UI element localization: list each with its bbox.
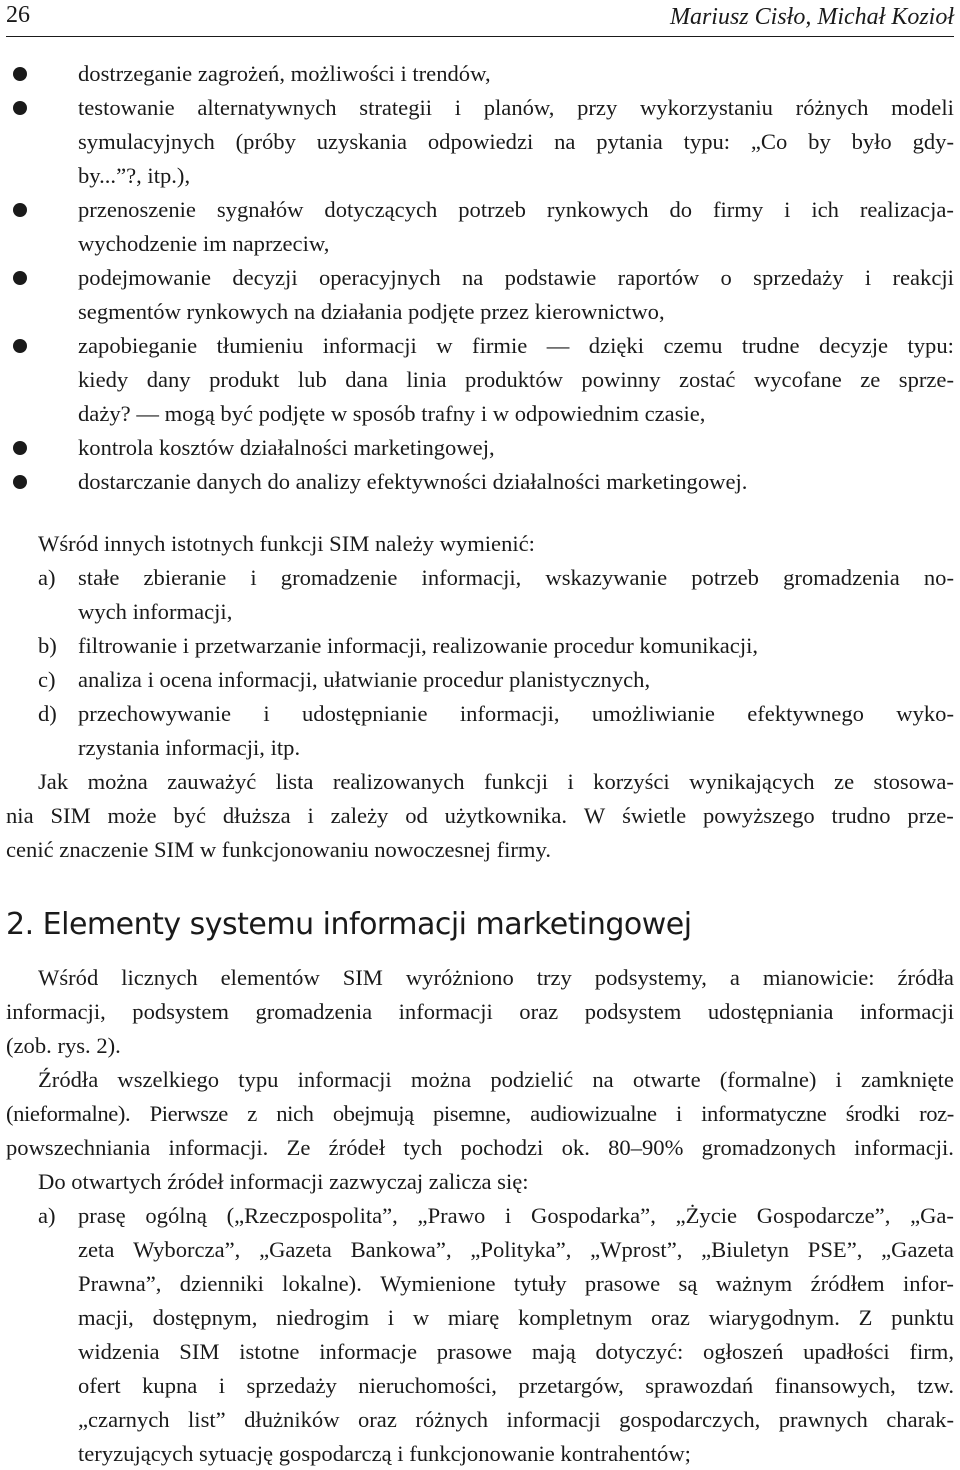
section-heading: 2. Elementy systemu informacji marketingowej [6, 907, 692, 942]
bullet-icon [13, 271, 27, 285]
running-head: Mariusz Cisło, Michał Kozioł [669, 4, 954, 30]
list-line: ofert kupna i sprzedaży nieruchomości, przetargów, sprawozdań finansowych, tzw. [78, 1373, 954, 1398]
paragraph-line: Wśród licznych elementów SIM wyróżniono trzy podsystemy, a mianowicie: źródła [38, 965, 954, 990]
bullet-line: zapobieganie tłumieniu informacji w firmie — dzięki czemu trudne decyzje typu: [78, 333, 954, 358]
bullet-icon [13, 475, 27, 489]
paragraph-line: Źródła wszelkiego typu informacji można podzielić na otwarte (formalne) i zamknięte [38, 1067, 954, 1092]
paragraph-line: (nieformalne). Pierwsze z nich obejmują pisemne, audiowizualne i informatyczne środki roz- [6, 1101, 954, 1126]
bullet-line: symulacyjnych (próby uzyskania odpowiedzi na pytania typu: „Co by było gdy- [78, 129, 954, 154]
bullet-icon [13, 441, 27, 455]
bullet-line: by...”?, itp.), [78, 163, 191, 188]
list-label: a) [38, 1203, 56, 1228]
bullet-line: kiedy dany produkt lub dana linia produktów powinny zostać wycofane ze sprze- [78, 367, 954, 392]
list-label: a) [38, 565, 56, 590]
bullet-line: daży? — mogą być podjęte w sposób trafny i w odpowiednim czasie, [78, 401, 706, 426]
list-line: „czarnych list” dłużników oraz różnych informacji gospodarczych, prawnych charak- [78, 1407, 954, 1432]
paragraph-line: informacji, podsystem gromadzenia informacji oraz podsystem udostępniania informacji [6, 999, 954, 1024]
page-header [6, 2, 954, 37]
list-line: Prawna”, dzienniki lokalne). Wymienione tytuły prasowe są ważnym źródłem infor- [78, 1271, 954, 1296]
bullet-line: segmentów rynkowych na działania podjęte przez kierownictwo, [78, 299, 665, 324]
paragraph-line: (zob. rys. 2). [6, 1033, 121, 1058]
bullet-icon [13, 67, 27, 81]
list-line: zeta Wyborcza”, „Gazeta Bankowa”, „Polityka”, „Wprost”, „Biuletyn PSE”, „Gazeta [78, 1237, 954, 1262]
bullet-line: wychodzenie im naprzeciw, [78, 231, 330, 256]
bullet-line: dostarczanie danych do analizy efektywności działalności marketingowej. [78, 469, 748, 494]
bullet-icon [13, 101, 27, 115]
bullet-line: kontrola kosztów działalności marketingowej, [78, 435, 495, 460]
paragraph-line: nia SIM może być dłuższa i zależy od użytkownika. W świetle powyższego trudno prze- [6, 803, 954, 828]
bullet-icon [13, 203, 27, 217]
bullet-icon [13, 339, 27, 353]
list-line: rzystania informacji, itp. [78, 735, 301, 760]
list-label: d) [38, 701, 57, 726]
list-line: przechowywanie i udostępnianie informacji, umożliwianie efektywnego wyko- [78, 701, 954, 726]
functions-intro: Wśród innych istotnych funkcji SIM należy wymienić: [38, 531, 535, 556]
bullet-line: podejmowanie decyzji operacyjnych na podstawie raportów o sprzedaży i reakcji [78, 265, 954, 290]
list-label: b) [38, 633, 57, 658]
bullet-line: dostrzeganie zagrożeń, możliwości i trendów, [78, 61, 491, 86]
bullet-line: przenoszenie sygnałów dotyczących potrzeb rynkowych do firmy i ich realizacja- [78, 197, 954, 222]
list-line: analiza i ocena informacji, ułatwianie procedur planistycznych, [78, 667, 651, 692]
bullet-line: testowanie alternatywnych strategii i planów, przy wykorzystaniu różnych modeli [78, 95, 954, 120]
paragraph-line: Do otwartych źródeł informacji zazwyczaj zalicza się: [38, 1169, 529, 1194]
list-line: widzenia SIM istotne informacje prasowe mają dotyczyć: ogłoszeń upadłości firm, [78, 1339, 954, 1364]
page-number: 26 [6, 2, 30, 28]
list-line: teryzujących sytuację gospodarczą i funkcjonowanie kontrahentów; [78, 1441, 691, 1466]
list-line: filtrowanie i przetwarzanie informacji, realizowanie procedur komunikacji, [78, 633, 759, 658]
list-line: stałe zbieranie i gromadzenie informacji, wskazywanie potrzeb gromadzenia no- [78, 565, 954, 590]
list-line: prasę ogólną („Rzeczpospolita”, „Prawo i Gospodarka”, „Życie Gospodarcze”, „Ga- [78, 1203, 954, 1228]
paragraph-line: Jak można zauważyć lista realizowanych funkcji i korzyści wynikających ze stosowa- [38, 769, 954, 794]
list-line: wych informacji, [78, 599, 233, 624]
list-label: c) [38, 667, 56, 692]
paragraph-line: powszechniania informacji. Ze źródeł tych pochodzi ok. 80–90% gromadzonych informacji. [6, 1135, 954, 1160]
list-line: macji, dostępnym, niedrogim i w miarę kompletnym oraz wiarygodnym. Z punktu [78, 1305, 954, 1330]
paragraph-line: cenić znaczenie SIM w funkcjonowaniu nowoczesnej firmy. [6, 837, 551, 862]
